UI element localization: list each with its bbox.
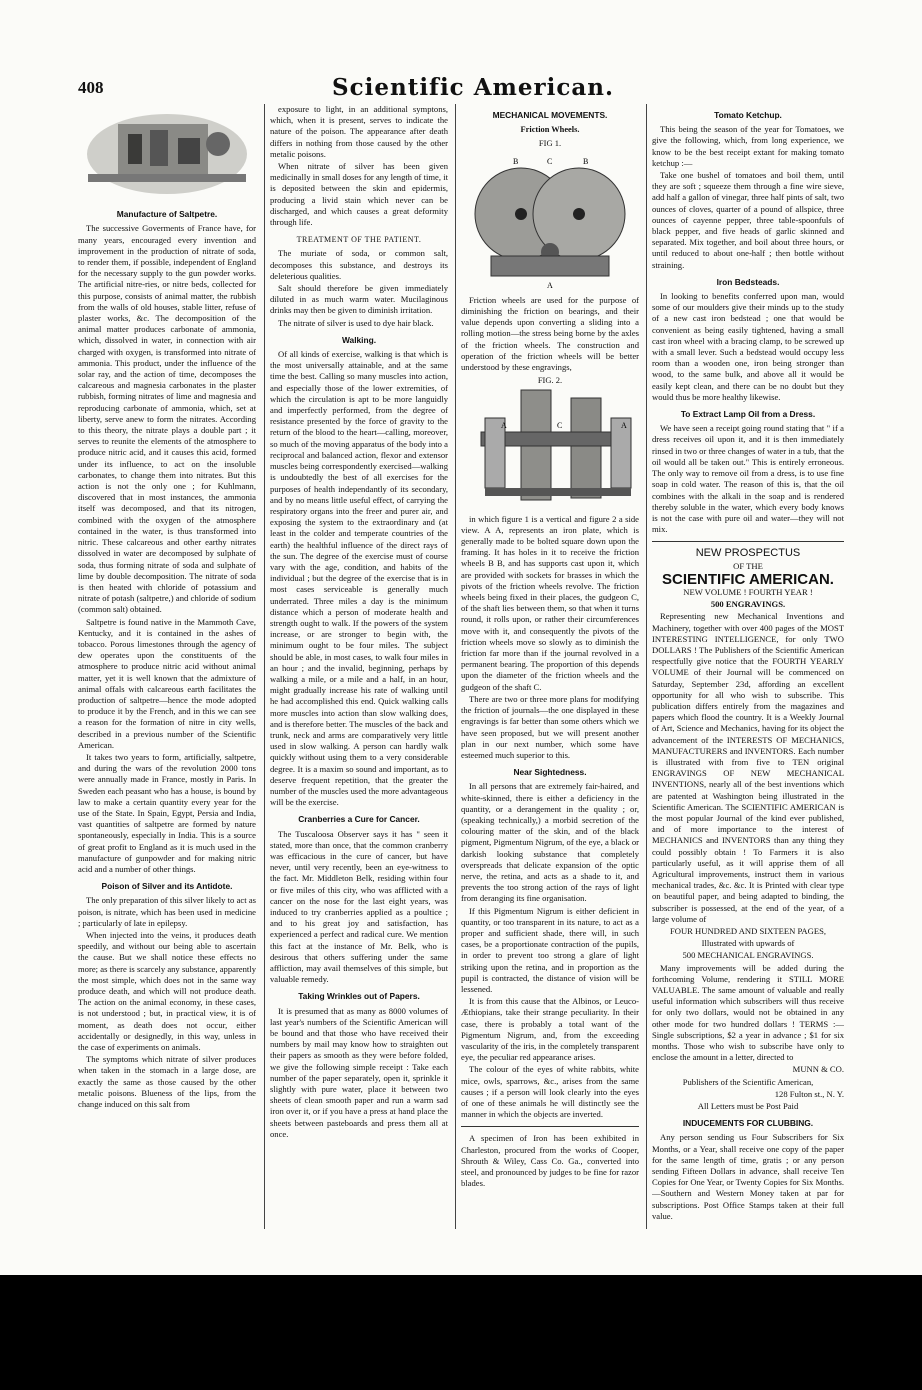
prospectus-of-the: OF THE: [733, 560, 763, 571]
paragraph: Take one bushel of tomatoes and boil them, until they are soft ; squeeze them through a fine wire sieve, add half a gallon of vinegar, three half pints of salt, two ounces of cloves, quarter of a pound of allspice, three ounces of cayenne pepper, three table-spoonfuls of black pepper, and five heads of garlic skinned and separated. Mix together, and boil about three hours, or until reduced to about one-half ; then bottle without straining.: [652, 170, 844, 270]
bottom-black-band: [0, 1275, 922, 1390]
paragraph: A specimen of Iron has been exhibited in Charleston, procured from the works of Cooper, Shrouth & Wiley, Cass Co. Ga., converted into steel, and pronounced by judges to be fine for razor blades.: [461, 1133, 639, 1189]
paragraph: In all persons that are extremely fair-haired, and white-skinned, there is either a deficiency in the quantity, or a derangement in the quality ; or, (speaking technically,) a morbid secretion of the colouring matter of the skin, and of the black pigment, Pigmentum Nigrum, of the eye, a black or darkish looking substance that completely overspreads that delicate expansion of the optic nerve, the retina, and acts as a shade to it, and prevents the too strong action of the rays of light from deranging its fine organisation.: [461, 781, 639, 904]
paragraph: The Tuscaloosa Observer says it has " seen it stated, more than once, that the common cranberry was efficacious in the cure of cancer, but have never, until very recently, been an eye-witness to the fact. Mr. Middleton Belk, residing within four or five miles of this city, who was afflicted with a cancer on the nose for the last eight years, was induced to try cranberries applied as a poultice ; and to his great joy and satisfaction, has experienced a perfect and radical cure. We mention this fact at the instance of Mr. Belk, who is desirous that others suffering under the same affliction, may avail themselves of this simple, but valuable remedy.: [270, 828, 448, 985]
svg-text:B: B: [513, 156, 519, 166]
paragraph: Representing new Mechanical Inventions and Machinery, together with over 400 pages of the MOST INTERESTING INTELLIGENCE, for only TWO DOLLARS ! The Publishers of the Scientific American respectfully give notice that the FOURTH YEARLY VOLUME of their Journal will be commenced on Saturday, September 23d, affording an excellent opportunity for all who wish to subscribe. This publication differs entirely from the magazines and papers which flood the country. It is a Weekly Journal of Art, Science and Mechanics, having for its object the advancement of the INTERESTS OF MECHANICS, MANUFACTURERS and INVENTORS. Each number is illustrated with from five to TEN original ENGRAVINGS OF NEW MECHANICAL INVENTIONS, nearly all of the best inventions which are patented at Washington being illustrated in the Scientific American. The SCIENTIFIC AMERICAN is the most popular Journal of the kind ever published, and of more importance to the interest of MECHANICS and INVENTORS than any thing they could possibly obtain ! To Farmers it is also particularly useful, as it will apprise them of all Agricultural improvements, instruct them in various mechanical trades, &c. &c. It is Printed with clear type on beautiful paper, and being adapted to binding, the subscriber is possessed, at the end of the year, of a large volume of: [652, 611, 844, 924]
paragraph: If this Pigmentum Nigrum is either deficient in quantity, or too transparent in its nature, to act as a proper and sufficient shade, there will, in such cases, be a proportionate contraction of the pupils, in order to prevent too strong a glare of light striking upon the retina, and in proportion as the pupil is contracted, the distance of vision will be lessened.: [461, 905, 639, 994]
heading-tomato-ketchup: Tomato Ketchup.: [714, 110, 782, 120]
column-1: [78, 104, 256, 1229]
masthead-title: Scientific American.: [331, 74, 615, 101]
paragraph: It is from this cause that the Albinos, or Leuco-Æthiopians, take their strange peculiarity. In their case, there is probably a total want of the Pigmentum Nigrum, and, from the exceeding vascularity of the iris, in the completely transparent eye, the peculiar red appearance arises.: [461, 996, 639, 1063]
paragraph: The only preparation of this silver likely to act as poison, is nitrate, which has been used in medicine ; particularly of late in epilepsy.: [78, 895, 256, 928]
publisher-address: 128 Fulton st., N. Y.: [774, 1088, 844, 1099]
heading-near-sightedness: Near Sightedness.: [513, 767, 587, 778]
paragraph: We have seen a receipt going round stating that " if a dress receives oil upon it, and it is then immediately rinsed in two or three changes of water in a tub, that the oil would all be taken out." This is entirely erroneous. The only way to remove oil from a dress, is to use fine soap in cold water. The reason of this is, that the oil combines with the alkali in the soap and is rendered thereby soluble in the water, which every body knows is not the case with pure oil and water—they will not mix.: [652, 423, 844, 535]
page-number: 408: [78, 78, 104, 97]
paragraph: When injected into the veins, it produces death speedily, and without our being able to ascertain the cause. But we shall notice these effects no more; as there is scarcely any substance, apparently the most simple, which does not in the same way produce death, and which will not produce death. The action on the animal economy, in these cases, is not understood ; but, in practical view, it is of moment, as death does not occur, either accidentally or designedly, in this way, unless in the case of experiments on animals.: [78, 930, 256, 1053]
svg-text:A: A: [547, 280, 553, 290]
paragraph: exposure to light, in an additional symptons, which, when it is present, serves to indicate the nature of the poison. The appearance after death differs in nothing from those caused by the other metalic poisons.: [270, 104, 448, 159]
publisher-line: Publishers of the Scientific American,: [682, 1076, 814, 1087]
column-rule: [646, 104, 647, 1229]
column-rule: [264, 104, 265, 1229]
heading-walking: Walking.: [341, 334, 377, 345]
paragraph: In looking to benefits conferred upon man, would some of our moulders give their minds up to the study of a new cast iron bedstead ; one that would be convenient as being easily tightened, having a small cast iron wheel with a bracing clamp, to be screwed up with a small lever. Such a bedstead would occupy less room than a wooden one, iron being stronger than wood, to the same bulk, and above all it would be easily kept clean, and there can be no doubt but they would thus be more healthy likewise.: [652, 291, 844, 402]
paragraph: Saltpetre is found native in the Mammoth Cave, Kentucky, and it is contained in the ashes of tobacco. Porous limestones through the agency of dew operates upon the constituents of the atmosphere to produce nitric acid without animal matter, yet it is well known that the admixture of animal offals with calcareous earth facilitates the production of saltpetre—hence the mode adopted to produce it by the French, and in this we can see a reason for the formation of nitre in city wells, described in a previous number of the Scientific American.: [78, 616, 256, 750]
saltpetre-illustration: [78, 104, 256, 196]
heading-cranberries: Cranberries a Cure for Cancer.: [298, 814, 420, 825]
heading-poison-silver: Poison of Silver and its Antidote.: [101, 881, 233, 892]
column-rule: [455, 104, 456, 1229]
heading-clubbing: INDUCEMENTS FOR CLUBBING.: [682, 1118, 814, 1129]
svg-text:C: C: [557, 421, 563, 431]
heading-lamp-oil: To Extract Lamp Oil from a Dress.: [680, 409, 816, 420]
prospectus-new-volume: NEW VOLUME ! FOURTH YEAR !: [683, 586, 813, 597]
divider: [652, 541, 844, 542]
paragraph: When nitrate of silver has been given medicinally in small doses for any length of time, it is deposited between the skin and epidermis, producing a livid stain which never can be discharged, and which causes a great deformity through life.: [270, 161, 448, 228]
paragraph: Salt should therefore be given immediately diluted in as much warm water. Mucilaginous drinks may then be given to diminish irritation.: [270, 283, 448, 316]
page-header: [78, 74, 868, 104]
svg-text:A: A: [621, 421, 627, 431]
prospectus-engravings: 500 ENGRAVINGS.: [710, 599, 786, 610]
divider: [461, 1126, 639, 1127]
figure-label: FIG 1.: [538, 138, 562, 149]
svg-text:A: A: [501, 421, 507, 431]
heading-wrinkles: Taking Wrinkles out of Papers.: [298, 991, 420, 1002]
prospectus-title: SCIENTIFIC AMERICAN.: [662, 570, 834, 588]
heading-iron-bedsteads: Iron Bedsteads.: [716, 276, 780, 287]
paragraph: It takes two years to form, artificially, saltpetre, and during the wars of the revolution 2000 tons were annually made in France, mostly in Paris. In Sweden each peasant who has a house, is bound by law to make a certain quantity every year for the use of the State. In Spain, Egypt, Persia and India, vast quantities of saltpetre are formed by nature spontaneously, especially in India. This is a source of great profit to England as it is much used in the manufacture of gunpowder and for making nitric acid and a number of other things.: [78, 751, 256, 874]
paragraph: It is presumed that as many as 8000 volumes of last year's numbers of the Scientific American will be bound and that those who have received their numbers by mail may know how to straighten out their papers as smooth as they were before folded, we give the following simple receipt : Take each number of the paper separately, open it, sprinkle it slightly with pure water, place it between two sheets of clean smooth paper and run a warm sad iron over it, or if you have a press at hand place the sheets between pasteboards and press them all at once.: [270, 1005, 448, 1139]
heading-saltpetre: Manufacture of Saltpetre.: [116, 209, 218, 220]
friction-wheels-figure-1: [461, 152, 639, 292]
prospectus-illustrated: Illustrated with upwards of: [701, 938, 795, 949]
paragraph: Of all kinds of exercise, walking is that which is the most universally attainable, and at the same time the best. Calling so many muscles into action, and especially those of the lower extremities, of which the circulation is apt to be more languidly and imperfectly performed, from the degree of resistance presented by the force of gravity to the return of the blood to the heart—calling, moreover, so much of the moving apparatus of the body into a reciprocal and balanced action, flexor and extensor muscles being correspondently exercised—walking is undoubtedly the best of all exercises for the purposes of health independantly of its secondary, and by no means little useful effect, of carrying the respiratory organs into the freer and purer air, and exposing the system to the extraordinary and (at least in the colder and temperate countries of the earth) the healthful influence of the direct rays of the sun. The degree of the exercise must of course vary with the age, condition, and habits of the individual ; but the degree of the exercise that is in most cases serviceable is generally much underrated. Three miles a day is the minimum distance which a person of moderate health and strength ought to walk. If the powers of the system increase, or are stronger to begin with, the minimum ought to be four miles. The subject should be able, in most cases, to walk four miles in an hour ; and the invalid, beginning, perhaps by walking a mile, or a mile and a half, in an hour, might gradually increase his rate of walking until he had accomplished this end. Quick walking calls more muscles into action than slow walking does, and is therefore better. The muscles of the back and trunk, neck and arms are comparatively very little used in slow walking. A person can hardly walk quickly without using them to a very considerable degree. It is a maxim so sound and important, as to deserve frequent repetition, that the greater the number of the muscles used the more advantageous will be the exercise.: [270, 349, 448, 808]
paragraph: Friction wheels are used for the purpose of diminishing the friction on bearings, and their value depends upon converting a sliding into a rolling motion—the stress being borne by the axles of the friction wheels. The construction and operation of the friction wheels will be better understood by these engravings,: [461, 294, 639, 373]
heading-mechanical-movements: MECHANICAL MOVEMENTS.: [492, 110, 608, 120]
paragraph: The symptoms which nitrate of silver produces when taken in the stomach in a large dose, are exactly the same as those caused by the other metalic poisons. Blueness of the lips, from the change induced on this salt from: [78, 1054, 256, 1110]
column-4: [652, 104, 844, 1229]
figure-label: FIG. 2.: [537, 375, 563, 386]
paragraph: The nitrate of silver is used to dye hair black.: [278, 317, 434, 328]
paragraph: The muriate of soda, or common salt, decomposes this substance, and destroys its deleterious qualities.: [270, 248, 448, 281]
column-2: [270, 104, 448, 1229]
paragraph: There are two or three more plans for modifying the friction of journals—the one displayed in these engravings is far better than some others which we have seen proposed, but we will present another plan in our next number, which some have esteemed much superior to this.: [461, 693, 639, 760]
post-paid-note: All Letters must be Post Paid: [697, 1101, 799, 1112]
prospectus-heading: NEW PROSPECTUS: [695, 547, 801, 560]
paragraph: Many improvements will be added during the forthcoming Volume, rendering it STILL MORE VALUABLE. The same amount of valuable and really useful information which subscribers will thus receive for only two dollars, would not be obtained in any other mode for two hundred dollars ! TERMS :—Single subscriptions, $2 a year in advance ; $1 for six months. Those who wish to subscribe have only to enclose the amount in a letter, directed to: [652, 962, 844, 1063]
paragraph: The successive Goverments of France have, for many years, encouraged every invention and improvement in the production of nitrate of soda, to render them, if possible, independent of England for the necessary supply to the gun powder works. The artificial nitre-ries, or nitre beds, collected for this purpose, consists of animal matter, the rubbish from the walls of old houses, stable litter, refuse of plaster works, &c. The decomposition of the animal matter produces carbonate of ammonia, which, dissolved in water, in connection with air charged with oxygen, is transformed into nitrate of ammonia. This product, under the influence of the solar ray, and the action of time, decomposes the calcareous and magnesia carbonates in the plaster rubbish, forming nitrates of lime and magnesia and reproducing carbonate of ammonia, which, set at liberty, serve anew to form the nitrates. According to this theory, the nitrate plays a double part ; it serves to reunite the elements of the atmosphere to produce nitric acid, and it causes this acid, formed under its influence, to act on the insoluble carbonates, to change them into nitrates. But this action is not the only one ; for Kuhlmann, discovered that in most instances, the ammonia itself was decomposed, and that its nitrogen, combined with the oxygen of the atmosphere contained in the water, is thus transformed into nitric. These calcareous and other earthy nitrates dissolved in water are decomposed by sulphate of soda, thus forming nitrate of soda and sulphate of lime by double decomposition. The nitrate of soda is then heated with chloride of potassium and nitrate of potash (saltpetre,) and chloride of sodium (common salt) obtained.: [78, 223, 256, 615]
paragraph: in which figure 1 is a vertical and figure 2 a side view. A A, represents an iron plate, which is generally made to be bolted square down upon the framing. It has holes in it to receive the friction wheels B B, and has supports cast upon it, which are provided with sockets for brasses in which the pivots of the friction wheels revolve. The friction wheels being fixed in their places, the gudgeon C, of the shaft lies between them, so that when it turns round, it rolls upon, or rather their circumferences move with it, and consequently the pivots of the friction wheels move so slowly as to diminish the friction far more than if the journal revolved in a permanent bearing. The proportion of this depends upon the diameter of the friction wheels and the gudgeon of the shaft C.: [461, 513, 639, 692]
paragraph: The colour of the eyes of white rabbits, white mice, owls, sparrows, &c., arises from the same causes ; if a person will look clearly into the eyes of one of these animals he will distinctly see the manner in which the objects are inverted.: [461, 1064, 639, 1120]
prospectus-pages: FOUR HUNDRED AND SIXTEEN PAGES,: [669, 926, 827, 937]
svg-text:B: B: [583, 156, 589, 166]
svg-text:C: C: [547, 156, 553, 166]
column-3: [461, 104, 639, 1229]
publisher-name: MUNN & CO.: [792, 1064, 844, 1075]
subheading-friction-wheels: Friction Wheels.: [520, 125, 580, 135]
prospectus-mechanical-engravings: 500 MECHANICAL ENGRAVINGS.: [682, 950, 814, 961]
paragraph: This being the season of the year for Tomatoes, we give the following, which, from long experience, we know to be the best receipt extant for making tomato ketchup :—: [652, 124, 844, 168]
paragraph: Any person sending us Four Subscribers for Six Months, or a Year, shall receive one copy of the paper for the same length of time, gratis ; or any person sending Fifteen Dollars in advance, shall receive Ten Copies for One Year, or Twenty Copies for Six Months.—Southern and Western Money taken at par for subscriptions. Post Office Stamps taken at their full value.: [652, 1132, 844, 1221]
friction-wheels-figure-2: [461, 388, 639, 510]
heading-treatment: TREATMENT OF THE PATIENT.: [296, 235, 422, 245]
